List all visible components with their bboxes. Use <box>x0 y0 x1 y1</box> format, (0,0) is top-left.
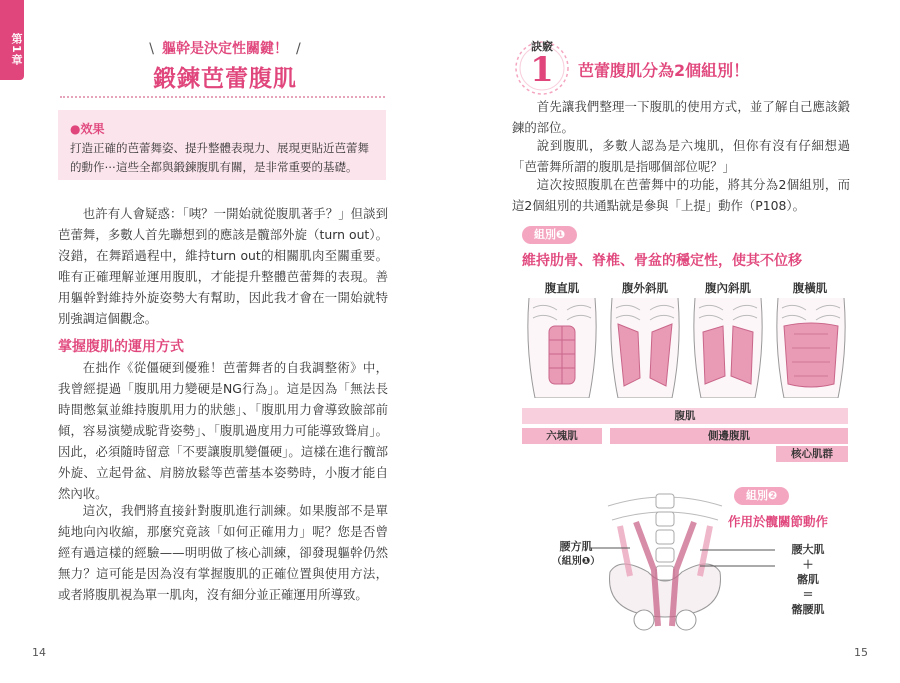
effect-box <box>58 110 386 180</box>
muscle-label-transverse: 腹橫肌 <box>792 281 828 295</box>
tip-title: 芭蕾腹肌分為2個組別！ <box>578 61 750 80</box>
transverse-abdominis-illustration <box>774 298 848 398</box>
ql-label-text: 腰方肌 <box>559 540 593 553</box>
intro-paragraph: 也許有人會疑惑：「咦？一開始就從腹肌著手？」但談到芭蕾舞，多數人首先聯想到的應該是髖部外旋（turn out）。沒錯，在舞蹈過程中，維持turn out的相關肌肉至關重要。唯有正確理解並運用腹肌，才能提升整體芭蕾舞的表現。善用軀幹對維持外旋姿勢大有幫助，因此我才會在一開始就特別強調這個觀念。 <box>58 206 388 326</box>
right-page <box>450 0 900 683</box>
group1-tag: 組別❶ <box>522 226 577 244</box>
bar-core: 核心肌群 <box>776 446 848 462</box>
group2-title: 作用於髖關節動作 <box>728 514 829 529</box>
dotted-divider <box>60 96 385 98</box>
body-paragraph-2: 這次，我們將直接針對腹肌進行訓練。如果腹部不是單純地向內收縮，那麼究竟該「如何正確用力」呢？您是否曾經有過這樣的經驗——明明做了核心訓練，卻發現軀幹仍然無力？這可能是因為沒有掌握腹肌的正確位置與使用方法，或者將腹肌視為單一肌肉，沒有細分並正確運用所導致。 <box>58 503 388 602</box>
right-paragraph-3: 這次按照腹肌在芭蕾舞中的功能，將其分為2個組別，而這2個組別的共通點就是參與「上提」動作（P108）。 <box>512 177 850 213</box>
group2-tag: 組別❷ <box>734 487 789 505</box>
tip-badge <box>510 34 574 98</box>
page-number-left: 14 <box>32 646 46 659</box>
bar-six-pack: 六塊肌 <box>522 428 602 444</box>
effect-heading: ●效果 <box>70 122 105 136</box>
plus-sign: ＋ <box>802 558 814 571</box>
right-paragraph-2: 說到腹肌，多數人認為是六塊肌，但你有沒有仔細想過「芭蕾舞所謂的腹肌是指哪個部位呢？」 <box>512 138 850 174</box>
internal-oblique-illustration <box>691 298 765 398</box>
iliopsoas-label: 髂腰肌 <box>791 603 825 616</box>
chapter-tab: 第1章 <box>0 0 24 80</box>
section-heading: 掌握腹肌的運用方式 <box>58 339 184 355</box>
ql-sub-label: （組別❶） <box>551 556 601 567</box>
external-oblique-illustration <box>608 298 682 398</box>
muscle-label-internal-oblique: 腹內斜肌 <box>705 281 751 295</box>
badge-label: 訣竅 <box>531 40 553 53</box>
subtitle-text: 軀幹是決定性關鍵！ <box>162 41 288 57</box>
quadratus-lumborum-label <box>548 539 604 569</box>
psoas-label: 腰大肌 <box>791 543 825 556</box>
muscle-label-rectus: 腹直肌 <box>544 281 580 295</box>
iliacus-label: 髂肌 <box>797 573 819 586</box>
effect-text: 打造正確的芭蕾舞姿、提升整體表現力、展現更貼近芭蕾舞的動作⋯這些全都與鍛鍊腹肌有關，是非常重要的基礎。 <box>70 141 369 174</box>
bar-abdominal: 腹肌 <box>522 408 848 424</box>
slash-left: \ <box>149 41 154 57</box>
equals-sign: ＝ <box>802 588 814 601</box>
section-subtitle <box>60 38 390 58</box>
page-title: 鍛鍊芭蕾腹肌 <box>153 66 297 92</box>
iliopsoas-label-group <box>778 542 838 617</box>
muscle-label-external-oblique: 腹外斜肌 <box>622 281 668 295</box>
page-number-right: 15 <box>854 646 868 659</box>
slash-right: / <box>296 41 301 57</box>
group1-title: 維持肋骨、脊椎、骨盆的穩定性，使其不位移 <box>522 253 802 269</box>
body-paragraph-1: 在拙作《從僵硬到優雅！芭蕾舞者的自我調整術》中，我曾經提過「腹肌用力變硬是NG行為」。這是因為「無法長時間憋氣並維持腹肌用力的狀態」、「腹肌用力會導致臉部前傾，容易演變成駝背姿勢」、「腹肌過度用力可能導致聳肩」。因此，必須隨時留意「不要讓腹肌變僵硬」。這樣在進行髖部外旋、立起骨盆、肩膀放鬆等芭蕾基本姿勢時，小腹才能自然內收。 <box>58 360 388 501</box>
bar-side-abs: 側邊腹肌 <box>610 428 848 444</box>
rectus-abdominis-illustration <box>525 298 599 398</box>
badge-number: 1 <box>530 50 554 90</box>
right-paragraph-1: 首先讓我們整理一下腹肌的使用方式，並了解自己應該鍛鍊的部位。 <box>512 99 850 135</box>
